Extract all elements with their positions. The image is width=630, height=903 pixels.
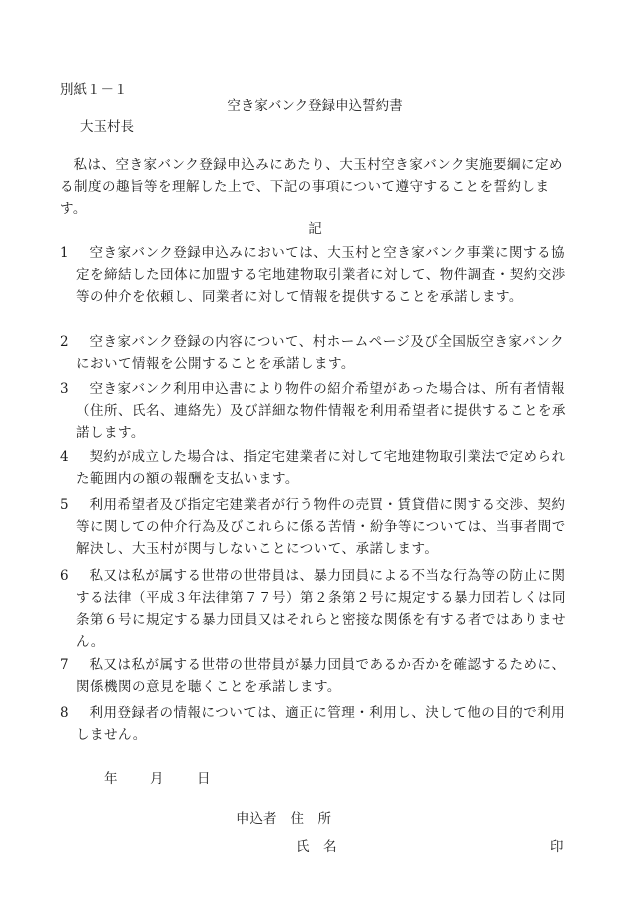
item-text: 私又は私が属する世帯の世帯員は、暴力団員による不当な行為等の防止に関する法律（平成３年法律第７７号）第２条第２号に規定する暴力団若しくは同条第６号に規定する暴力団員又はそれらと密接な関係を有する者ではありません。	[76, 568, 566, 650]
seal-mark: 印	[550, 839, 564, 855]
list-item	[60, 565, 570, 653]
date-year-label: 年	[104, 771, 118, 787]
applicant-label: 申込者	[236, 811, 277, 827]
list-item	[60, 242, 570, 308]
list-item	[60, 378, 570, 444]
document-reference: 別紙１－１	[60, 82, 128, 98]
item-text: 空き家バンク登録の内容について、村ホームページ及び全国版空き家バンクにおいて情報を公開することを承諾します。	[76, 334, 565, 372]
item-number: 1	[60, 245, 70, 261]
item-text: 空き家バンク利用申込書により物件の紹介希望があった場合は、所有者情報（住所、氏名、連絡先）及び詳細な物件情報を利用希望者に提供することを承諾します。	[76, 381, 566, 441]
item-number: 7	[60, 657, 70, 673]
date-month-label: 月	[150, 771, 164, 787]
list-item	[60, 446, 570, 490]
item-number: 2	[60, 334, 70, 350]
item-number: 8	[60, 705, 70, 721]
item-text: 利用希望者及び指定宅建業者が行う物件の売買・賃貸借に関する交渉、契約等に関しての仲介行為及びこれらに係る苦情・紛争等については、当事者間で解決し、大玉村が関与しないことについて、承諾します。	[76, 497, 566, 557]
list-item	[60, 702, 570, 746]
item-number: 4	[60, 449, 70, 465]
list-item	[60, 331, 570, 375]
addressee: 大玉村長	[80, 119, 134, 135]
item-text: 私又は私が属する世帯の世帯員が暴力団員であるか否かを確認するために、関係機関の意見を聴くことを承諾します。	[76, 657, 566, 695]
item-text: 空き家バンク登録申込みにおいては、大玉村と空き家バンク事業に関する協定を締結した団体に加盟する宅地建物取引業者に対して、物件調査・契約交渉等の仲介を依頼し、同業者に対して情報を提供することを承諾します。	[76, 245, 566, 305]
list-item	[60, 494, 570, 560]
intro-paragraph: 私は、空き家バンク登録申込みにあたり、大玉村空き家バンク実施要綱に定める制度の趣旨等を理解した上で、下記の事項について遵守することを誓約します。	[60, 157, 563, 217]
item-text: 契約が成立した場合は、指定宅建業者に対して宅地建物取引業法で定められた範囲内の額の報酬を支払います。	[76, 449, 566, 487]
ki-heading: 記	[308, 221, 322, 237]
item-number: 3	[60, 381, 70, 397]
list-item	[60, 654, 570, 698]
date-day-label: 日	[197, 771, 211, 787]
signature-address-line	[236, 808, 331, 830]
item-text: 利用登録者の情報については、適正に管理・利用し、決して他の目的で利用しません。	[76, 705, 566, 743]
item-number: 6	[60, 568, 70, 584]
name-label: 氏 名	[296, 839, 337, 855]
item-number: 5	[60, 497, 70, 513]
address-label: 住 所	[290, 811, 331, 827]
document-title: 空き家バンク登録申込誓約書	[227, 98, 403, 114]
